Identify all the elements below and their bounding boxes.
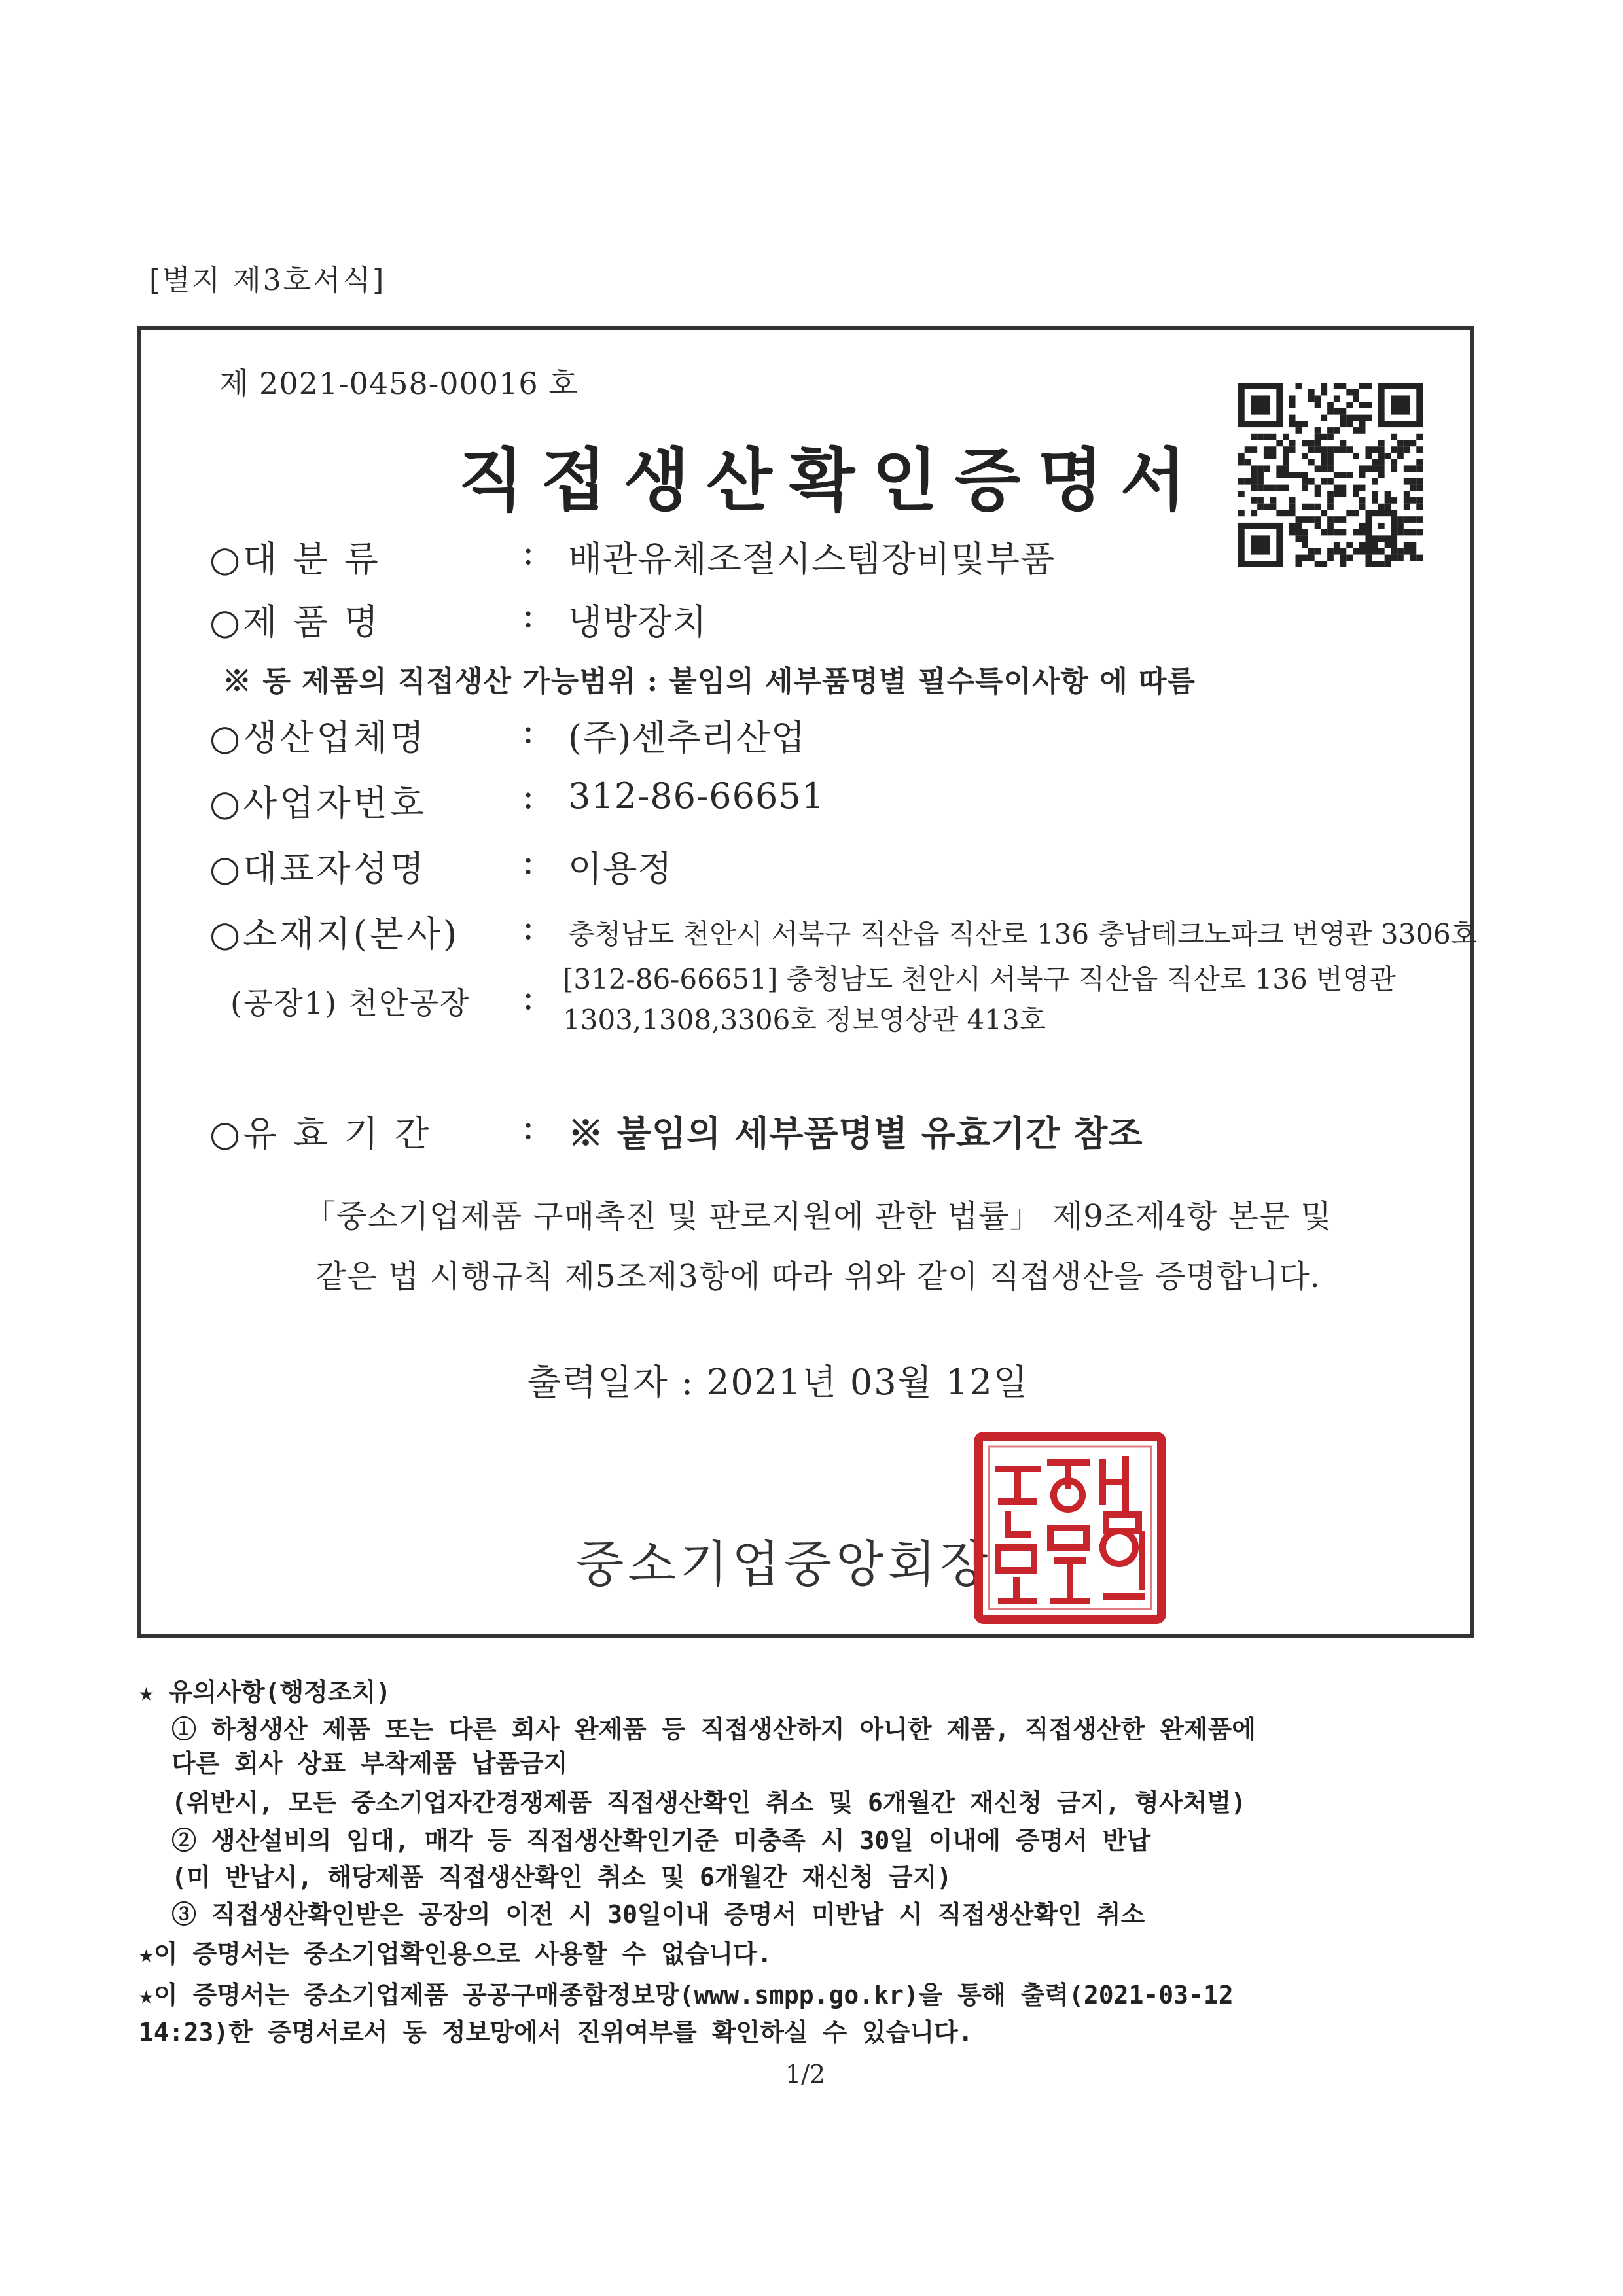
note-line-5: (미 반납시, 해당제품 직접생산확인 취소 및 6개월간 재신청 금지) [171,1863,952,1892]
issuer-name: 중소기업중앙회장 [576,1535,992,1593]
note-line-4: ② 생산설비의 임대, 매각 등 직접생산확인기준 미충족 시 30일 이내에 증명서 반납 [171,1826,1151,1855]
hq-address-colon: : [522,906,535,947]
scope-note: ※ 동 제품의 직접생산 가능범위 : 붙임의 세부품명별 필수특이사항 에 따름 [223,665,1196,698]
factory-colon: : [522,976,535,1017]
hq-address-value: 충청남도 천안시 서북구 직산읍 직산로 136 충남테크노파크 번영관 3306호 [568,918,1478,950]
footer-line-3: 14:23)한 증명서로서 동 정보망에서 진위여부를 확인하실 수 있습니다. [139,2018,973,2047]
category-colon: : [522,531,535,573]
representative-value: 이용정 [568,848,673,889]
business-no-value: 312-86-66651 [568,775,825,817]
notes-header: ★ 유의사항(행정조치) [139,1678,391,1706]
category-value: 배관유체조절시스템장비및부품 [568,539,1056,580]
note-line-3: (위반시, 모든 중소기업자간경쟁제품 직접생산확인 취소 및 6개월간 재신청 금지, 형사처벌) [171,1788,1246,1817]
validity-colon: : [522,1106,535,1147]
law-text-line2: 같은 법 시행규칙 제5조제3항에 따라 위와 같이 직접생산을 증명합니다. [315,1258,1321,1295]
note-line-1: ① 하청생산 제품 또는 다른 회사 완제품 등 직접생산하지 아니한 제품, 직접생산한 완제품에 [171,1715,1256,1744]
product-colon: : [522,594,535,635]
manufacturer-value: (주)센추리산업 [568,717,806,758]
print-date: 출력일자 : 2021년 03월 12일 [527,1362,1029,1403]
document-title: 직접생산확인증명서 [458,440,1204,520]
validity-label: ○유 효 기 간 [209,1113,432,1154]
representative-label: ○대표자성명 [209,848,427,889]
qr-code-icon [1238,383,1423,567]
official-seal-icon [972,1430,1168,1626]
form-tag: [별지 제3호서식] [149,264,386,297]
product-value: 냉방장치 [568,601,707,643]
factory-label: (공장1) 천안공장 [230,985,471,1021]
note-line-6: ③ 직접생산확인받은 공장의 이전 시 30일이내 증명서 미반납 시 직접생산확인 취소 [171,1900,1145,1929]
business-no-colon: : [522,775,535,817]
validity-value: ※ 붙임의 세부품명별 유효기간 참조 [568,1112,1143,1154]
product-label: ○제 품 명 [209,601,381,643]
page-number: 1/2 [785,2060,826,2089]
manufacturer-label: ○생산업체명 [209,717,427,758]
note-line-2: 다른 회사 상표 부착제품 납품금지 [171,1749,568,1778]
footer-line-1: ★이 증명서는 중소기업확인용으로 사용할 수 없습니다. [139,1939,772,1968]
law-text-line1: 「중소기업제품 구매촉진 및 판로지원에 관한 법률」 제9조제4항 본문 및 [304,1198,1332,1235]
business-no-label: ○사업자번호 [209,783,427,824]
representative-colon: : [522,841,535,882]
manufacturer-colon: : [522,710,535,751]
certificate-number: 제 2021-0458-00016 호 [219,366,579,401]
factory-address: [312-86-66651] 충청남도 천안시 서북구 직산읍 직산로 136 번영관 1303,1308,3306호 정보영상관 413호 [563,963,1396,1036]
category-label: ○대 분 류 [209,539,381,580]
hq-address-label: ○소재지(본사) [209,913,460,955]
footer-line-2: ★이 증명서는 중소기업제품 공공구매종합정보망(www.smpp.go.kr)을 통해 출력(2021-03-12 [139,1981,1234,2009]
